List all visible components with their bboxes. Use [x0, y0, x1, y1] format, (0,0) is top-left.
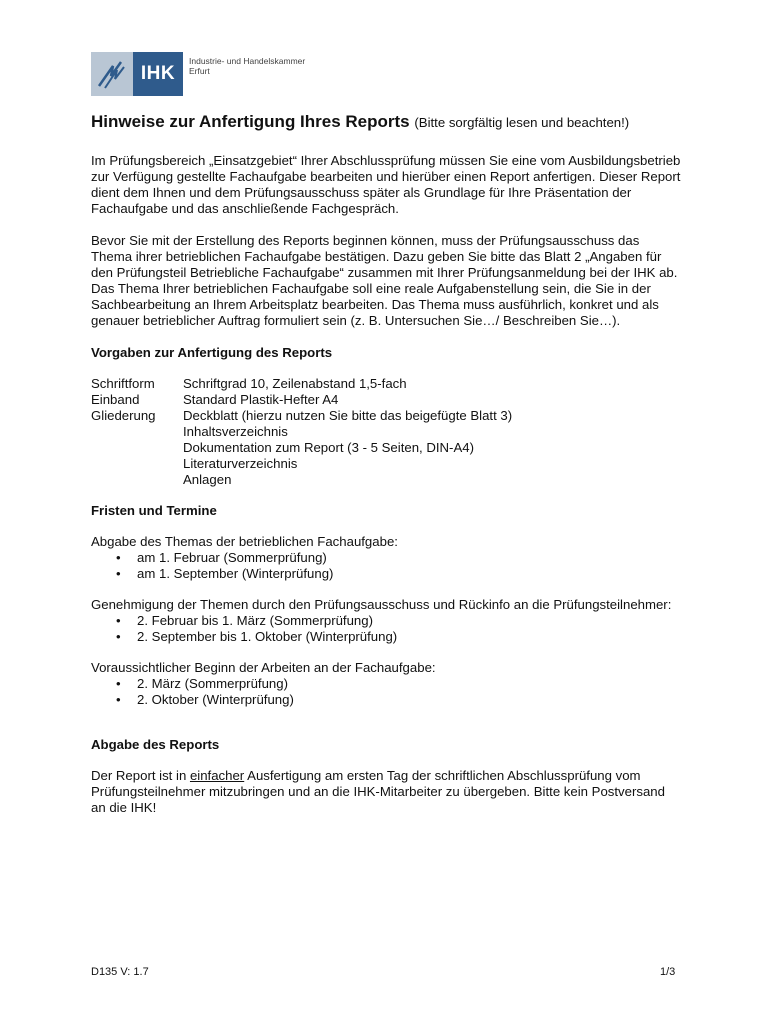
- fristen-group: [91, 660, 683, 708]
- spec-table: [91, 376, 683, 488]
- list-item: • am 1. September (Winterprüfung): [116, 566, 683, 582]
- heading-abgabe: Abgabe des Reports: [91, 737, 220, 752]
- footer-doc-id: D135 V: 1.7: [91, 966, 149, 978]
- abgabe-text-before: Der Report ist in: [91, 768, 190, 783]
- logo-org-line1: Industrie- und Handelskammer: [189, 56, 306, 66]
- logo-letters: IHK: [133, 52, 183, 96]
- list-item: • 2. September bis 1. Oktober (Winterprüfung): [116, 629, 683, 645]
- fristen-group: [91, 534, 683, 582]
- title-main: Hinweise zur Anfertigung Ihres Reports: [91, 112, 410, 131]
- footer-page-number: 1/3: [660, 966, 676, 978]
- abgabe-paragraph: [91, 768, 683, 816]
- abgabe-underlined-word: einfacher: [189, 768, 245, 783]
- document-body: [91, 111, 683, 832]
- list-item: • 2. März (Sommerprüfung): [116, 676, 683, 692]
- title-note: (Bitte sorgfältig lesen und beachten!): [414, 115, 630, 130]
- abgabe-text-after: Ausfertigung am ersten Tag der schriftlichen Abschlussprüfung vom Prüfungsteilnehmer mitzubringen und an die IHK-Mitarbeiter zu übergeben. Bitte kein Postversand an die IHK!: [91, 768, 665, 815]
- spec-value: Literaturverzeichnis: [183, 456, 298, 471]
- logo-emblem-icon: [91, 52, 133, 96]
- spec-value: Schriftgrad 10, Zeilenabstand 1,5-fach: [183, 376, 407, 391]
- fristen-lead: Genehmigung der Themen durch den Prüfungsausschuss und Rückinfo an die Prüfungsteilnehmer:: [91, 597, 672, 612]
- intro-paragraph-1: Im Prüfungsbereich „Einsatzgebiet“ Ihrer Abschlussprüfung müssen Sie eine vom Ausbildungsbetrieb zur Verfügung gestellte Fachaufgabe bearbeiten und hierüber einen Report anfertigen. Dieser Report dient dem Ihnen und dem Prüfungsausschuss später als Grundlage für Ihre Präsentation der Fachaufgabe und das anschließende Fachgespräch.: [91, 153, 681, 216]
- ihk-logo: [91, 52, 305, 96]
- fristen-group: [91, 597, 683, 645]
- list-item: • am 1. Februar (Sommerprüfung): [116, 550, 683, 566]
- spec-label: Einband: [91, 392, 140, 407]
- logo-org-line2: Erfurt: [189, 66, 210, 76]
- heading-vorgaben: Vorgaben zur Anfertigung des Reports: [91, 345, 333, 360]
- fristen-lead: Voraussichtlicher Beginn der Arbeiten an der Fachaufgabe:: [91, 660, 436, 675]
- list-item: • 2. Oktober (Winterprüfung): [116, 692, 683, 708]
- spec-label: Gliederung: [91, 408, 156, 423]
- spec-value: Deckblatt (hierzu nutzen Sie bitte das beigefügte Blatt 3): [183, 408, 513, 423]
- fristen-lead: Abgabe des Themas der betrieblichen Fachaufgabe:: [91, 534, 398, 549]
- fristen-list: [91, 613, 683, 645]
- list-item: • 2. Februar bis 1. März (Sommerprüfung): [116, 613, 683, 629]
- spec-value: Inhaltsverzeichnis: [183, 424, 288, 439]
- page-title: [91, 111, 683, 134]
- spec-value: Standard Plastik-Hefter A4: [183, 392, 339, 407]
- ihk-logo-mark: [91, 52, 183, 96]
- spec-value: Dokumentation zum Report (3 - 5 Seiten, DIN-A4): [183, 440, 474, 455]
- spec-value: Anlagen: [183, 472, 232, 487]
- logo-org-name: [189, 56, 305, 96]
- heading-fristen: Fristen und Termine: [91, 503, 217, 518]
- spec-label: Schriftform: [91, 376, 155, 391]
- intro-paragraph-2: Bevor Sie mit der Erstellung des Reports beginnen können, muss der Prüfungsausschuss das Thema ihrer betrieblichen Fachaufgabe bestätigen. Dazu geben Sie bitte das Blatt 2 „Angaben für den Prüfungsteil Betriebliche Fachaufgabe“ zusammen mit Ihrer Prüfungsanmeldung bei der IHK ab. Das Thema Ihrer betrieblichen Fachaufgabe soll eine reale Aufgabenstellung sein, die Sie in der Sachbearbeitung an Ihrem Arbeitsplatz bearbeiten. Das Thema muss ausführlich, konkret und als genauer betrieblicher Auftrag formuliert sein (z. B. Untersuchen Sie…/ Beschreiben Sie…).: [91, 233, 678, 328]
- fristen-list: [91, 550, 683, 582]
- fristen-list: [91, 676, 683, 708]
